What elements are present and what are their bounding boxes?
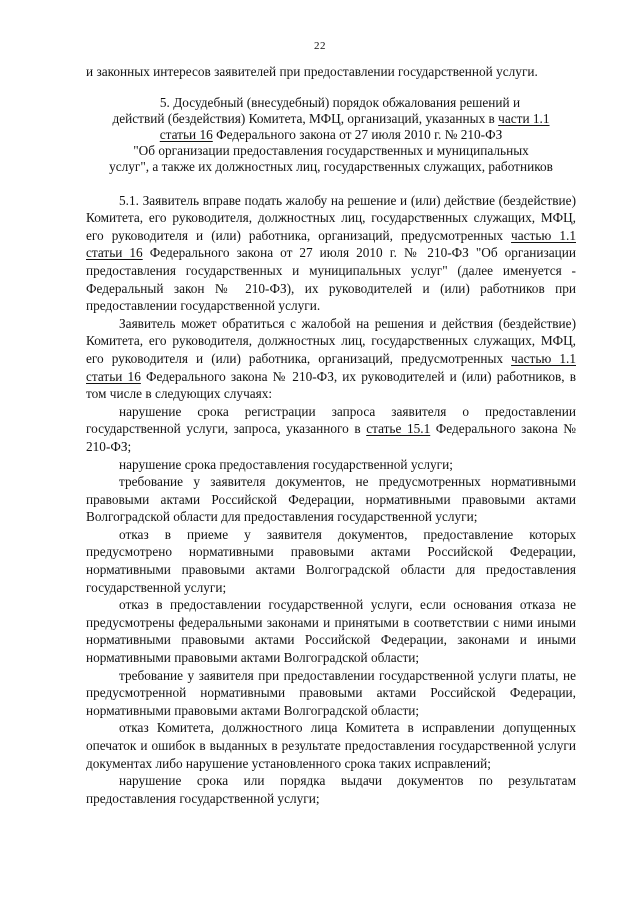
link-part-1-1-article-16[interactable]: частью 1.1 статьи 16 xyxy=(86,350,576,384)
case-item: требование у заявителя документов, не предусмотренных нормативными правовыми актами Российской Федерации, нормативными правовыми актами Волгоградской области для предоставления государственной услуги; xyxy=(86,474,576,525)
cases-intro-text-end: Федерального закона № 210-ФЗ, их руководителей и (или) работников, в том числе в следующих случаях: xyxy=(86,368,576,402)
continuation-paragraph: и законных интересов заявителей при предоставлении государственной услуги. xyxy=(86,64,538,79)
heading-line-1: 5. Досудебный (внесудебный) порядок обжалования решений и xyxy=(159,94,521,110)
heading-line-5: услуг", а также их должностных лиц, государственных служащих, работников xyxy=(109,159,553,175)
page-number: 22 xyxy=(314,40,326,52)
case-item: отказ в предоставлении государственной услуги, если основания отказа не предусмотрены федеральными законами и принятыми в соответствии с ними иными нормативными правовыми актами Российской Федерации, законами и иными нормативными правовыми актами Волгоградской области; xyxy=(86,597,576,666)
paragraph-5-1 xyxy=(86,192,576,315)
document-body xyxy=(86,63,576,807)
case-item: отказ Комитета, должностного лица Комитета в исправлении допущенных опечаток и ошибок в выданных в результате предоставления государственной услуги документах либо нарушение установленного срока таких исправлений; xyxy=(86,720,576,771)
section-heading xyxy=(86,95,576,176)
heading-line-4: "Об организации предоставления государственных и муниципальных xyxy=(133,143,529,159)
case-1-text-end: Федерального закона № 210-ФЗ; xyxy=(86,421,576,454)
paragraph-5-1-text: 5.1. Заявитель вправе подать жалобу на решение и (или) действие (бездействие) Комитета, его руководителя, должностных лиц, государственных служащих, МФЦ, его руководителя и (или) работника, организаций, предусмотренных xyxy=(86,192,576,243)
case-item: нарушение срока предоставления государственной услуги; xyxy=(119,456,453,472)
case-1-text: нарушение срока регистрации запроса заявителя о предоставлении государственной услуги, запроса, указанного в xyxy=(86,403,576,437)
heading-line-2-text: действий (бездействия) Комитета, МФЦ, организаций, указанных в xyxy=(112,110,499,126)
case-item: отказ в приеме у заявителя документов, предоставление которых предусмотрено нормативными правовыми актами Российской Федерации, нормативными правовыми актами Волгоградской области для предоставления государственной услуги; xyxy=(86,526,576,595)
case-item xyxy=(86,403,576,456)
case-item: требование у заявителя при предоставлении государственной услуги платы, не предусмотренной нормативными правовыми актами Российской Федерации, нормативными правовыми актами Волгоградской области; xyxy=(86,667,576,718)
link-part-1-1[interactable]: части 1.1 xyxy=(498,110,550,126)
heading-line-3-text: Федерального закона от 27 июля 2010 г. № 210-ФЗ xyxy=(212,127,503,142)
cases-intro-text: Заявитель может обратиться с жалобой на решения и действия (бездействие) Комитета, его руководителя, должностных лиц, государственных служащих, МФЦ, его руководителя и (или) работника, организаций, предусмотренных xyxy=(86,315,576,366)
link-article-15-1[interactable]: статье 15.1 xyxy=(366,421,431,437)
paragraph-cases-intro xyxy=(86,315,576,403)
link-article-16[interactable]: статьи 16 xyxy=(159,127,213,142)
heading-line-3 xyxy=(86,127,576,143)
paragraph-5-1-text-end: Федерального закона от 27 июля 2010 г. № 210-ФЗ "Об организации предоставления государственных и муниципальных услуг" (далее именуется - Федеральный закон № 210-ФЗ), их руководителей и (или) работников при предоставлении государственной услуги. xyxy=(86,245,576,314)
case-item: нарушение срока или порядка выдачи документов по результатам предоставления государственной услуги; xyxy=(86,773,576,806)
link-part-1-1-article-16[interactable]: частью 1.1 статьи 16 xyxy=(86,227,576,261)
heading-line-2 xyxy=(86,111,576,127)
